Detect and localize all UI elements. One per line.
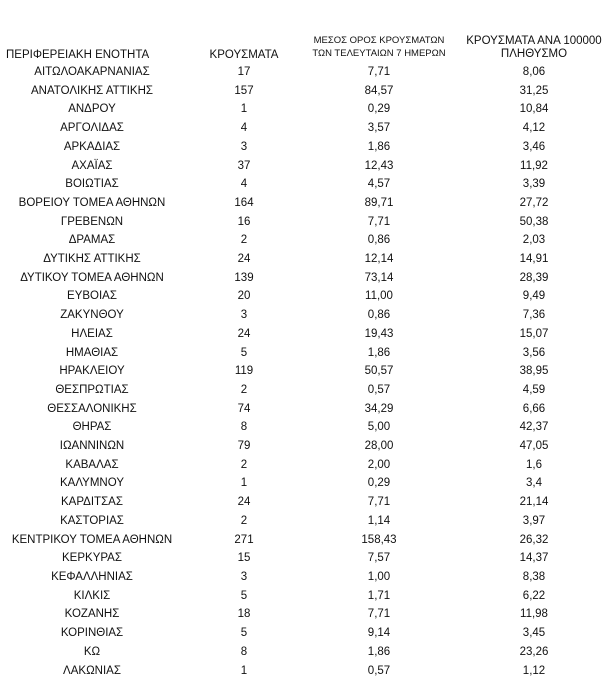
cell-7day-average: 7,71	[367, 496, 391, 509]
cell-region: ΗΡΑΚΛΕΙΟΥ	[59, 365, 125, 378]
cell-region: ΔΥΤΙΚΗΣ ΑΤΤΙΚΗΣ	[43, 253, 141, 266]
cell-region: ΔΥΤΙΚΟΥ ΤΟΜΕΑ ΑΘΗΝΩΝ	[20, 271, 164, 284]
cell-region: ΛΑΚΩΝΙΑΣ	[63, 664, 121, 677]
cell-cases: 4	[240, 178, 248, 191]
table-row	[0, 82, 614, 101]
cell-cases: 5	[240, 346, 248, 359]
cell-7day-average: 89,71	[364, 196, 394, 209]
cell-region: ΚΟΡΙΝΘΙΑΣ	[60, 627, 124, 640]
cell-per-100k: 1,12	[522, 664, 546, 677]
table-row	[0, 306, 614, 325]
table-row	[0, 231, 614, 250]
cell-region: ΚΕΦΑΛΛΗΝΙΑΣ	[51, 570, 133, 583]
cell-7day-average: 84,57	[364, 84, 394, 97]
table-header	[0, 0, 614, 63]
cell-per-100k: 8,38	[522, 570, 546, 583]
cell-per-100k: 3,56	[522, 346, 546, 359]
cell-7day-average: 2,00	[367, 458, 391, 471]
cell-cases: 3	[240, 309, 248, 322]
header-cases-label: ΚΡΟΥΣΜΑΤΑ	[209, 49, 279, 61]
cell-7day-average: 11,00	[365, 290, 393, 303]
cell-7day-average: 1,14	[367, 514, 391, 527]
cell-region: ΒΟΙΩΤΙΑΣ	[65, 178, 119, 191]
cell-region: ΚΑΒΑΛΑΣ	[65, 458, 119, 471]
header-7day-average-line2: ΤΩΝ ΤΕΛΕΥΤΑΙΩΝ 7 ΗΜΕΡΩΝ	[312, 48, 446, 59]
table-row	[0, 325, 614, 344]
cell-per-100k: 6,66	[522, 402, 546, 415]
cell-per-100k: 31,25	[519, 84, 549, 97]
header-7day-average	[304, 0, 454, 63]
cell-7day-average: 7,71	[367, 608, 391, 621]
cell-7day-average: 0,86	[367, 309, 391, 322]
cell-region: ΚΑΛΥΜΝΟΥ	[60, 477, 124, 490]
cell-7day-average: 0,29	[367, 103, 391, 116]
cell-per-100k: 3,4	[526, 477, 542, 490]
cell-7day-average: 0,57	[367, 383, 391, 396]
table-row	[0, 662, 614, 681]
cell-cases: 2	[240, 514, 248, 527]
cell-7day-average: 1,00	[367, 570, 391, 583]
cell-7day-average: 1,86	[367, 346, 391, 359]
cell-region: ΑΝΑΤΟΛΙΚΗΣ ΑΤΤΙΚΗΣ	[30, 84, 153, 97]
cell-per-100k: 8,06	[522, 66, 546, 78]
table-row	[0, 213, 614, 232]
cell-per-100k: 14,37	[519, 552, 549, 565]
table-row	[0, 624, 614, 643]
cell-cases: 24	[237, 496, 251, 509]
cell-cases: 8	[240, 421, 248, 434]
cell-per-100k: 3,45	[522, 627, 546, 640]
cell-cases: 24	[237, 253, 251, 266]
cell-region: ΗΜΑΘΙΑΣ	[65, 346, 119, 359]
cell-7day-average: 158,43	[361, 533, 397, 546]
cell-7day-average: 7,57	[367, 552, 391, 565]
cell-7day-average: 28,00	[364, 440, 394, 453]
cell-cases: 16	[237, 215, 251, 228]
cell-region: ΙΩΑΝΝΙΝΩΝ	[59, 440, 125, 453]
cell-cases: 17	[237, 66, 251, 78]
table-row	[0, 605, 614, 624]
table-body	[0, 63, 614, 680]
table-row	[0, 100, 614, 119]
cell-per-100k: 11,98	[520, 608, 548, 621]
cell-per-100k: 4,59	[522, 383, 546, 396]
cell-per-100k: 14,91	[519, 253, 549, 266]
header-region	[0, 0, 184, 63]
cell-region: ΚΕΡΚΥΡΑΣ	[62, 552, 122, 565]
cell-7day-average: 9,14	[367, 627, 391, 640]
cell-region: ΕΥΒΟΙΑΣ	[67, 290, 117, 303]
cell-region: ΑΡΓΟΛΙΔΑΣ	[60, 122, 124, 135]
cell-cases: 2	[240, 383, 248, 396]
cell-7day-average: 1,71	[367, 589, 391, 602]
cell-7day-average: 12,14	[364, 253, 394, 266]
cell-cases: 24	[237, 327, 251, 340]
header-per-100k	[454, 0, 614, 63]
cell-7day-average: 4,57	[367, 178, 391, 191]
cell-region: ΑΝΔΡΟΥ	[68, 103, 116, 116]
cell-region: ΖΑΚΥΝΘΟΥ	[60, 309, 124, 322]
cell-region: ΔΡΑΜΑΣ	[68, 234, 116, 247]
table-row	[0, 512, 614, 531]
table-row	[0, 549, 614, 568]
cell-region: ΓΡΕΒΕΝΩΝ	[60, 215, 124, 228]
table-row	[0, 531, 614, 550]
cell-cases: 3	[240, 140, 248, 153]
cell-7day-average: 0,29	[367, 477, 391, 490]
table-row	[0, 250, 614, 269]
header-per-100k-line1: ΚΡΟΥΣΜΑΤΑ ΑΝΑ 100000	[466, 35, 602, 47]
cell-region: ΚΟΖΑΝΗΣ	[64, 608, 120, 621]
cell-cases: 1	[240, 477, 248, 490]
cell-cases: 5	[240, 627, 248, 640]
table-row	[0, 287, 614, 306]
cell-cases: 1	[240, 103, 248, 116]
table-row	[0, 119, 614, 138]
table-row	[0, 269, 614, 288]
cell-7day-average: 50,57	[364, 365, 394, 378]
cell-7day-average: 7,71	[367, 66, 391, 78]
cell-region: ΚΑΡΔΙΤΣΑΣ	[61, 496, 123, 509]
table-row	[0, 344, 614, 363]
cell-region: ΘΗΡΑΣ	[72, 421, 112, 434]
table-row	[0, 418, 614, 437]
table-row	[0, 400, 614, 419]
table-row	[0, 63, 614, 82]
table-row	[0, 456, 614, 475]
cell-region: ΑΡΚΑΔΙΑΣ	[63, 140, 121, 153]
cell-per-100k: 42,37	[519, 421, 549, 434]
cell-per-100k: 26,32	[519, 533, 549, 546]
cell-cases: 18	[237, 608, 251, 621]
cell-cases: 5	[240, 589, 248, 602]
cell-cases: 20	[237, 290, 251, 303]
cell-per-100k: 50,38	[519, 215, 549, 228]
cell-7day-average: 3,57	[367, 122, 391, 135]
header-region-label: ΠΕΡΙΦΕΡΕΙΑΚΗ ΕΝΟΤΗΤΑ	[6, 49, 150, 61]
cell-cases: 157	[234, 84, 254, 97]
cell-per-100k: 7,36	[522, 309, 546, 322]
cell-per-100k: 27,72	[519, 196, 549, 209]
cell-region: ΚΑΣΤΟΡΙΑΣ	[60, 514, 124, 527]
cell-cases: 2	[240, 458, 248, 471]
table-row	[0, 474, 614, 493]
cell-per-100k: 11,92	[520, 159, 548, 172]
table-row	[0, 587, 614, 606]
table-row	[0, 568, 614, 587]
cell-cases: 37	[237, 159, 251, 172]
cell-7day-average: 19,43	[364, 327, 394, 340]
cell-cases: 271	[234, 533, 254, 546]
cell-region: ΑΧΑΪΑΣ	[71, 159, 113, 172]
cell-region: ΚΕΝΤΡΙΚΟΥ ΤΟΜΕΑ ΑΘΗΝΩΝ	[11, 533, 173, 546]
cell-cases: 139	[234, 271, 254, 284]
cell-7day-average: 1,86	[367, 140, 391, 153]
table-row	[0, 138, 614, 157]
cell-cases: 119	[234, 365, 254, 378]
cell-region: ΘΕΣΣΑΛΟΝΙΚΗΣ	[47, 402, 137, 415]
cell-cases: 74	[237, 402, 251, 415]
cell-per-100k: 10,84	[519, 103, 549, 116]
cell-region: ΒΟΡΕΙΟΥ ΤΟΜΕΑ ΑΘΗΝΩΝ	[18, 196, 166, 209]
cell-per-100k: 23,26	[519, 645, 549, 658]
cell-per-100k: 28,39	[519, 271, 549, 284]
header-7day-average-line1: ΜΕΣΟΣ ΟΡΟΣ ΚΡΟΥΣΜΑΤΩΝ	[313, 35, 445, 46]
cell-7day-average: 34,29	[364, 402, 394, 415]
cell-cases: 3	[240, 570, 248, 583]
table-row	[0, 643, 614, 662]
cell-per-100k: 3,46	[522, 140, 546, 153]
cell-per-100k: 4,12	[522, 122, 546, 135]
cell-region: ΘΕΣΠΡΩΤΙΑΣ	[55, 383, 129, 396]
cell-cases: 15	[237, 552, 251, 565]
cell-7day-average: 7,71	[367, 215, 391, 228]
cell-cases: 8	[240, 645, 248, 658]
cell-per-100k: 15,07	[519, 327, 549, 340]
cell-region: ΑΙΤΩΛΟΑΚΑΡΝΑΝΙΑΣ	[34, 66, 150, 78]
cell-per-100k: 9,49	[522, 290, 546, 303]
cell-per-100k: 3,39	[522, 178, 546, 191]
cell-7day-average: 0,57	[367, 664, 391, 677]
cell-7day-average: 1,86	[367, 645, 391, 658]
cell-7day-average: 5,00	[367, 421, 391, 434]
header-row	[0, 0, 614, 63]
cell-per-100k: 47,05	[519, 440, 549, 453]
cell-cases: 4	[240, 122, 248, 135]
table-row	[0, 194, 614, 213]
cell-7day-average: 12,43	[364, 159, 394, 172]
cell-per-100k: 2,03	[522, 234, 546, 247]
cell-7day-average: 73,14	[364, 271, 394, 284]
table-row	[0, 362, 614, 381]
cell-cases: 164	[234, 196, 254, 209]
cell-cases: 79	[237, 440, 251, 453]
header-per-100k-line2: ΠΛΗΘΥΣΜΟ	[500, 48, 568, 60]
table-row	[0, 157, 614, 176]
cell-cases: 1	[240, 664, 248, 677]
cell-per-100k: 21,14	[519, 496, 549, 509]
cell-region: ΚΙΛΚΙΣ	[73, 589, 111, 602]
cell-per-100k: 3,97	[522, 514, 546, 527]
cell-cases: 2	[240, 234, 248, 247]
cell-per-100k: 1,6	[526, 458, 542, 471]
cell-region: ΗΛΕΙΑΣ	[71, 327, 113, 340]
cell-region: ΚΩ	[83, 645, 101, 658]
table-row	[0, 175, 614, 194]
header-cases	[184, 0, 304, 63]
table-row	[0, 381, 614, 400]
cell-7day-average: 0,86	[367, 234, 391, 247]
cell-per-100k: 38,95	[519, 365, 549, 378]
table-row	[0, 437, 614, 456]
table-row	[0, 493, 614, 512]
cell-per-100k: 6,22	[522, 589, 546, 602]
